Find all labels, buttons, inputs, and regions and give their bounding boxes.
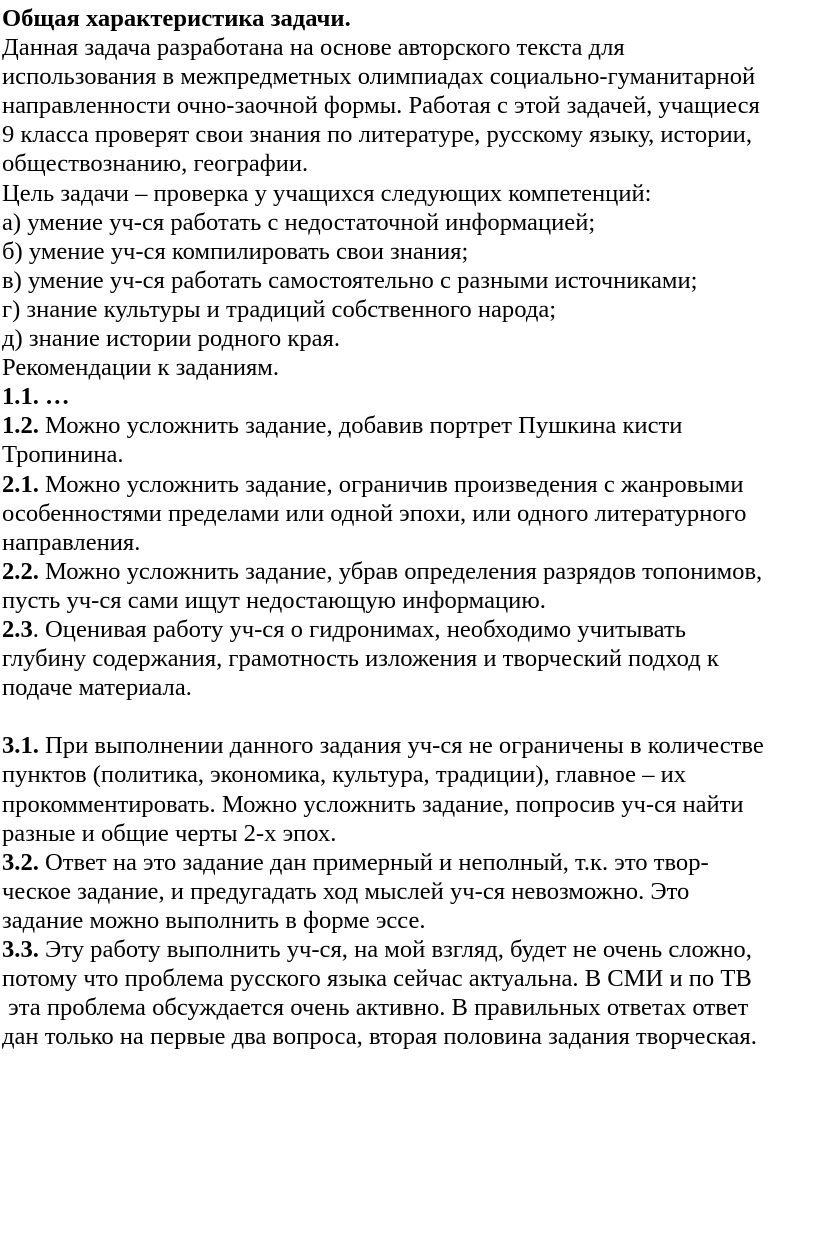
item-text: подаче материала. [2,674,192,702]
item-text: прокомментировать. Можно усложнить задание, попросив уч-ся найти [2,790,744,818]
item-text: разные и общие черты 2-х эпох. [2,819,337,847]
document-title: Общая характеристика задачи. [2,5,351,32]
paragraph-gap [2,702,814,731]
item-text: задание можно выполнить в форме эссе. [2,906,426,934]
item-number: 2.1. [2,470,39,498]
item-text: особенностями пределами или одной эпохи, или одного литературного [2,499,747,527]
competency-item: б) умение уч-ся компилировать свои знания; [2,237,469,265]
document-body [2,4,814,1051]
item-number: 1.2. [2,412,39,440]
item-text: Эту работу выполнить уч-ся, на мой взгляд, будет не очень сложно, [38,936,752,963]
item-text: направления. [2,528,141,556]
item-number: 3.1. [2,732,39,760]
recommendation-item [2,411,814,440]
item-text: пунктов (политика, экономика, культура, традиции), главное – их [2,761,687,789]
item-text: глубину содержания, грамотность изложения и творческий подход к [2,645,719,673]
item-text: Тропинина. [2,441,124,469]
competency-item: в) умение уч-ся работать самостоятельно с разными источниками; [2,266,698,294]
item-text: Можно усложнить задание, убрав определения разрядов топонимов, [38,557,763,585]
recommendation-item [2,557,814,586]
intro-line: направленности очно-заочной формы. Работая с этой задачей, учащиеся [2,92,760,120]
recommendation-item [2,731,814,760]
item-number: 3.3. [2,936,39,963]
recommendation-item [2,935,814,964]
recommendation-item [2,382,814,411]
competency-item: г) знание культуры и традиций собственного народа; [2,295,557,323]
item-text: дан только на первые два вопроса, вторая половина задания творческая. [2,1023,757,1051]
item-number: 2.2. [2,557,39,585]
item-text: Можно усложнить задание, добавив портрет Пушкина кисти [38,412,683,440]
item-text: Ответ на это задание дан примерный и неполный, т.к. это твор- [38,848,709,876]
item-text: . Оценивая работу уч-ся о гидронимах, необходимо учитывать [32,615,686,643]
recommendations-heading: Рекомендации к заданиям. [2,354,280,382]
intro-line: 9 класса проверят свои знания по литературе, русскому языку, истории, [2,121,752,149]
intro-line: обществознанию, географии. [2,150,309,178]
item-text: эта проблема обсуждается очень активно. В правильных ответах ответ [2,994,749,1022]
recommendation-item [2,848,814,877]
recommendation-item [2,470,814,499]
item-text: При выполнении данного задания уч-ся не ограничены в количестве [38,732,764,760]
item-number: 3.2. [2,848,39,876]
competency-item: д) знание истории родного края. [2,325,340,353]
item-number: 1.1. … [2,383,70,411]
item-text: потому что проблема русского языка сейчас актуальна. В СМИ и по ТВ [2,965,752,993]
competency-item: а) умение уч-ся работать с недостаточной информацией; [2,208,596,236]
item-text: Можно усложнить задание, ограничив произведения с жанровыми [38,470,744,498]
goal-heading: Цель задачи – проверка у учащихся следующих компетенций: [2,179,652,207]
intro-line: Данная задача разработана на основе авторского текста для [2,34,625,62]
recommendation-item [2,615,814,644]
intro-line: использования в межпредметных олимпиадах социально-гуманитарной [2,63,756,91]
item-number: 2.3 [2,615,33,643]
item-text: пусть уч-ся сами ищут недостающую информацию. [2,586,546,614]
item-text: ческое задание, и предугадать ход мыслей уч-ся невозможно. Это [2,877,690,905]
